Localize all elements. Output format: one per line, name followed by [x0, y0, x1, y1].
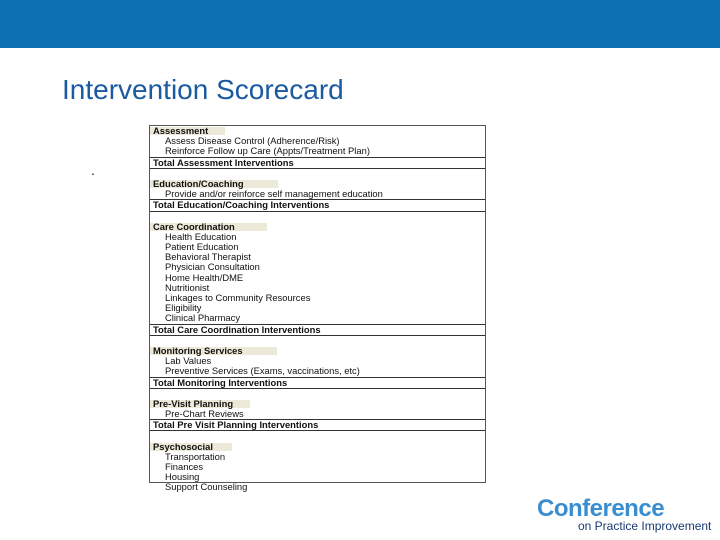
section-header: [150, 399, 485, 409]
scorecard-item: Support Counseling: [165, 481, 248, 493]
section-header-label: Pre-Visit Planning: [153, 397, 234, 409]
scorecard-item: Lab Values: [165, 355, 212, 367]
section-header-label: Education/Coaching: [153, 177, 244, 189]
section-header: [150, 346, 485, 356]
scorecard-item: Pre-Chart Reviews: [165, 408, 244, 420]
section-total-row: Total Pre Visit Planning Interventions: [150, 419, 485, 430]
bullet-dot: .: [91, 162, 95, 178]
scorecard-item: Home Health/DME: [165, 271, 244, 283]
scorecard-item: Provide and/or reinforce self management education: [165, 188, 383, 200]
section-header: [150, 442, 485, 452]
section-header: [150, 222, 485, 232]
section-header-label: Monitoring Services: [153, 344, 243, 356]
scorecard-item: Finances: [165, 461, 204, 472]
section-spacer: [150, 211, 485, 222]
slide-title: Intervention Scorecard: [62, 74, 344, 105]
section-total-row: Total Assessment Interventions: [150, 157, 485, 168]
section-spacer: [150, 430, 485, 441]
scorecard-item: Patient Education: [165, 241, 239, 253]
section-header-label: Care Coordination: [153, 220, 235, 232]
scorecard-item: Transportation: [165, 450, 226, 462]
scorecard-item: Clinical Pharmacy: [165, 312, 241, 324]
scorecard-item: Preventive Services (Exams, vaccinations, etc): [165, 365, 360, 377]
scorecard-item: Assess Disease Control (Adherence/Risk): [165, 135, 340, 147]
scorecard-item: Reinforce Follow up Care (Appts/Treatment Plan): [165, 145, 370, 157]
conference-logo-subtitle: on Practice Improvement: [578, 519, 712, 533]
scorecard-item: Linkages to Community Resources: [165, 292, 311, 303]
scorecard-item: Housing: [165, 471, 200, 483]
scorecard-item: Physician Consultation: [165, 261, 260, 273]
top-banner: [0, 0, 720, 48]
scorecard-item: Health Education: [165, 230, 237, 242]
conference-logo: Conference: [537, 495, 665, 522]
section-total-row: Total Monitoring Interventions: [150, 377, 485, 388]
intervention-scorecard-table: [149, 125, 486, 493]
section-header-label: Psychosocial: [153, 440, 213, 452]
scorecard-item: Behavioral Therapist: [165, 251, 251, 263]
scorecard-item: Eligibility: [165, 302, 202, 314]
section-header-label: Assessment: [153, 125, 209, 136]
section-total-row: Total Care Coordination Interventions: [150, 324, 485, 335]
scorecard-item: Nutritionist: [165, 281, 210, 293]
section-total-row: Total Education/Coaching Interventions: [150, 199, 485, 210]
